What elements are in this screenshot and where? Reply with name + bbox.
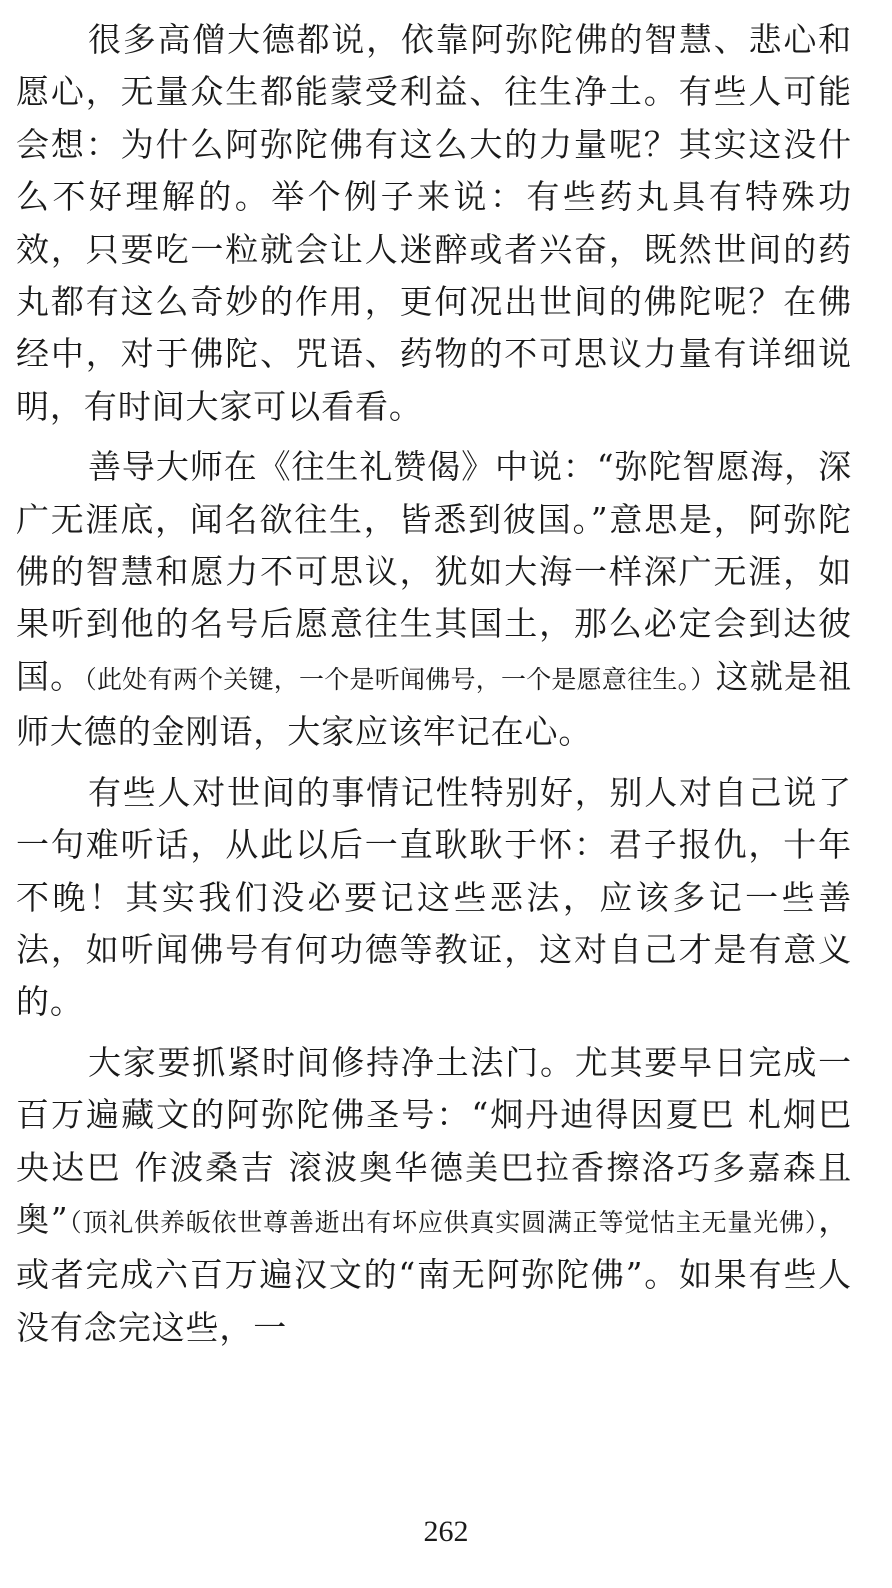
parenthetical-note: （此处有两个关键，一个是听闻佛号，一个是愿意往生。）: [84, 664, 716, 694]
paragraph-amitabha-power: 很多高僧大德都说，依靠阿弥陀佛的智慧、悲心和愿心，无量众生都能蒙受利益、往生净土。有些人可能会想：为什么阿弥陀佛有这么大的力量呢？其实这没什么不好理解的。举个例子来说：有些药丸具有特殊功效，只要吃一粒就会让人迷醉或者兴奋，既然世间的药丸都有这么奇妙的作用，更何况出世间的佛陀呢？在佛经中，对于佛陀、咒语、药物的不可思议力量有详细说明，有时间大家可以看看。: [16, 20, 852, 426]
paragraph-text: 善导大师在《往生礼赞偈》中说：“弥陀智愿海，深广无涯底，闻名欲往生，皆悉到彼国。”意思是，阿弥陀佛的智慧和愿力不可思议，犹如大海一样深广无涯，如果听到他的名号后愿意往生其国土，那么必定会到达彼国。: [16, 447, 852, 696]
paragraph-text: 大家要抓紧时间修持净土法门。尤其要早日完成一百万遍藏文的阿弥陀佛圣号：“炯丹迪得因夏巴 札炯巴央达巴 作波桑吉 滚波奥华德美巴拉香擦洛巧多嘉森且奥”: [16, 1042, 852, 1239]
paragraph-text: ，或者完成六百万遍汉文的“南无阿弥陀佛”。如果有些人没有念完这些，一: [16, 1199, 852, 1347]
page-number: 262: [423, 1515, 469, 1548]
paragraph-memory: 有些人对世间的事情记性特别好，别人对自己说了一句难听话，从此以后一直耿耿于怀：君子报仇，十年不晚！其实我们没必要记这些恶法，应该多记一些善法，如听闻佛号有何功德等教证，这对自己才是有意义的。: [16, 772, 852, 1022]
paragraph-practice: [16, 1037, 852, 1354]
paragraph-text: 这就是祖师大德的金刚语，大家应该牢记在心。: [16, 656, 852, 752]
paragraph-shandao-verse: [16, 441, 852, 758]
page-body: [16, 14, 852, 1362]
parenthetical-note: （顶礼供养皈依世尊善逝出有坏应供真实圆满正等觉怙主无量光佛）: [68, 1207, 819, 1237]
